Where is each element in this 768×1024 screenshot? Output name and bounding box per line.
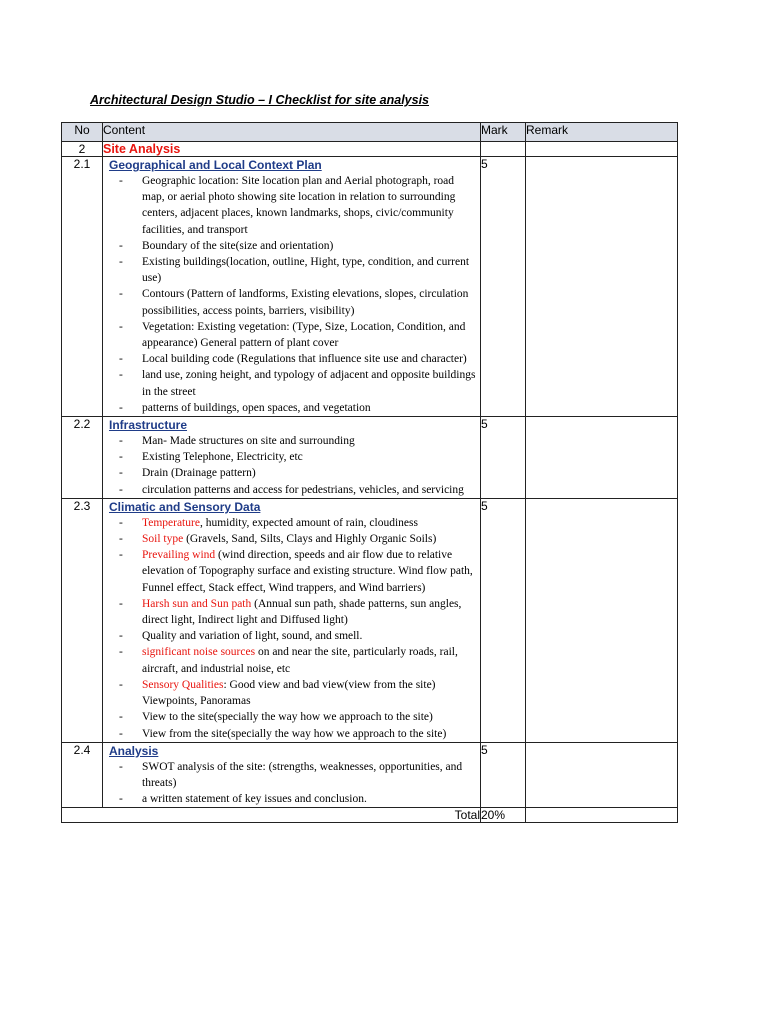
bullet-dash: - (119, 793, 123, 806)
item-list (103, 433, 480, 498)
item-text: View from the site(specially the way how we approach to the site) (142, 727, 447, 740)
header-mark: Mark (481, 123, 526, 142)
row-content (103, 742, 481, 808)
item-text: Local building code (Regulations that influence site use and character) (142, 353, 467, 366)
bullet-dash: - (119, 533, 123, 546)
row-remark (526, 742, 678, 808)
bullet-dash: - (119, 678, 123, 691)
list-item (111, 449, 476, 465)
row-title: Climatic and Sensory Data (109, 499, 261, 514)
row-content (103, 498, 481, 742)
list-item (111, 319, 476, 351)
row-number: 2.4 (62, 742, 103, 808)
list-item (111, 596, 476, 628)
bullet-dash: - (119, 288, 123, 301)
list-item (111, 726, 476, 742)
section-mark-cell (481, 142, 526, 157)
item-text: Contours (Pattern of landforms, Existing elevations, slopes, circulation possibilities, access points, barriers, visibility) (142, 288, 469, 317)
criteria-row (62, 417, 678, 499)
list-item (111, 465, 476, 481)
section-title: Site Analysis (103, 142, 481, 157)
criteria-row (62, 742, 678, 808)
list-item (111, 254, 476, 286)
row-mark: 5 (481, 417, 526, 499)
header-row (62, 123, 678, 142)
row-number: 2.1 (62, 157, 103, 417)
list-item (111, 644, 476, 676)
bullet-dash: - (119, 646, 123, 659)
section-remark-cell (526, 142, 678, 157)
bullet-dash: - (119, 727, 123, 740)
total-row (62, 808, 678, 823)
highlighted-term: Prevailing wind (142, 549, 216, 562)
row-title: Geographical and Local Context Plan (109, 158, 322, 172)
section-row (62, 142, 678, 157)
item-text: : Good view and bad view(view from the site) Viewpoints, Panoramas (142, 678, 436, 708)
row-title: Infrastructure (109, 418, 188, 433)
item-text: , humidity, expected amount of rain, cloudiness (199, 516, 418, 529)
highlighted-term: Sensory Qualities (142, 678, 224, 691)
bullet-dash: - (119, 711, 123, 724)
item-text: Vegetation: Existing vegetation: (Type, Size, Location, Condition, and appearance) General pattern of plant cover (142, 320, 466, 350)
list-item (111, 709, 476, 725)
list-item (111, 547, 476, 596)
list-item (111, 515, 476, 531)
document-title: Architectural Design Studio – I Checklist for site analysis (90, 93, 429, 107)
bullet-dash: - (119, 451, 123, 464)
item-text: SWOT analysis of the site: (strengths, weaknesses, opportunities, and threats) (142, 760, 463, 789)
criteria-row (62, 498, 678, 742)
bullet-dash: - (119, 256, 123, 269)
row-number: 2.2 (62, 417, 103, 499)
row-remark (526, 157, 678, 417)
item-text: Existing Telephone, Electricity, etc (142, 451, 303, 464)
header-remark: Remark (526, 123, 678, 142)
row-mark: 5 (481, 498, 526, 742)
item-text: Existing buildings(location, outline, Hight, type, condition, and current use) (142, 256, 470, 285)
bullet-dash: - (119, 597, 123, 610)
list-item (111, 173, 476, 238)
total-value: 20% (481, 808, 526, 823)
bullet-dash: - (119, 435, 123, 448)
bullet-dash: - (119, 549, 123, 562)
item-text: circulation patterns and access for pedestrians, vehicles, and servicing (142, 483, 464, 496)
row-mark: 5 (481, 742, 526, 808)
bullet-dash: - (119, 320, 123, 333)
list-item (111, 238, 476, 254)
item-list (103, 515, 480, 742)
criteria-row (62, 157, 678, 417)
checklist-table (61, 122, 678, 823)
highlighted-term: significant noise sources (142, 646, 256, 659)
list-item (111, 367, 476, 399)
bullet-dash: - (119, 483, 123, 496)
row-content (103, 157, 481, 417)
bullet-dash: - (119, 467, 123, 480)
row-remark (526, 417, 678, 499)
total-label: Total (62, 808, 481, 823)
row-mark: 5 (481, 157, 526, 417)
item-text: View to the site(specially the way how we approach to the site) (142, 711, 433, 724)
item-text: Drain (Drainage pattern) (142, 467, 256, 480)
item-text: Man- Made structures on site and surrounding (142, 435, 355, 448)
header-content: Content (103, 123, 481, 142)
row-remark (526, 498, 678, 742)
highlighted-term: Soil type (142, 533, 184, 546)
item-text: land use, zoning height, and typology of adjacent and opposite buildings in the street (142, 369, 476, 398)
list-item (111, 791, 476, 807)
bullet-dash: - (119, 630, 123, 643)
row-content (103, 417, 481, 499)
bullet-dash: - (119, 353, 123, 366)
bullet-dash: - (119, 760, 123, 773)
bullet-dash: - (119, 175, 123, 187)
item-text: (Annual sun path, shade patterns, sun angles, direct light, Indirect light and Diffused light) (142, 597, 462, 627)
item-text: patterns of buildings, open spaces, and vegetation (142, 401, 371, 414)
list-item (111, 433, 476, 449)
list-item (111, 628, 476, 644)
item-text: (Gravels, Sand, Silts, Clays and Highly Organic Soils) (183, 533, 437, 546)
item-text: Boundary of the site(size and orientation) (142, 239, 334, 252)
item-text: a written statement of key issues and conclusion. (142, 793, 367, 806)
item-list (103, 759, 480, 808)
item-text: (wind direction, speeds and air flow due to relative elevation of Topography surface and existing structure. Wind flow path, Funnel effect, Stack effect, Wind trappers, and Wind barriers) (142, 549, 473, 594)
bullet-dash: - (119, 239, 123, 252)
row-number: 2.3 (62, 498, 103, 742)
list-item (111, 400, 476, 416)
list-item (111, 677, 476, 709)
list-item (111, 759, 476, 791)
highlighted-term: Temperature (142, 516, 200, 529)
bullet-dash: - (119, 401, 123, 414)
item-text: Geographic location: Site location plan and Aerial photograph, road map, or aerial photo showing site location in relation to surrounding centers, adjacent places, known landmarks, shops, civic/community facilities, and transport (142, 175, 456, 236)
bullet-dash: - (119, 369, 123, 382)
row-title: Analysis (109, 743, 159, 758)
item-text: Quality and variation of light, sound, and smell. (142, 630, 363, 643)
list-item (111, 531, 476, 547)
bullet-dash: - (119, 516, 123, 529)
list-item (111, 482, 476, 498)
total-remark-cell (526, 808, 678, 823)
item-list (103, 173, 480, 416)
section-number: 2 (62, 142, 103, 157)
header-no: No (62, 123, 103, 142)
list-item (111, 286, 476, 318)
highlighted-term: Harsh sun and Sun path (142, 597, 252, 610)
list-item (111, 351, 476, 367)
item-text: on and near the site, particularly roads, rail, aircraft, and industrial noise, etc (142, 646, 458, 675)
